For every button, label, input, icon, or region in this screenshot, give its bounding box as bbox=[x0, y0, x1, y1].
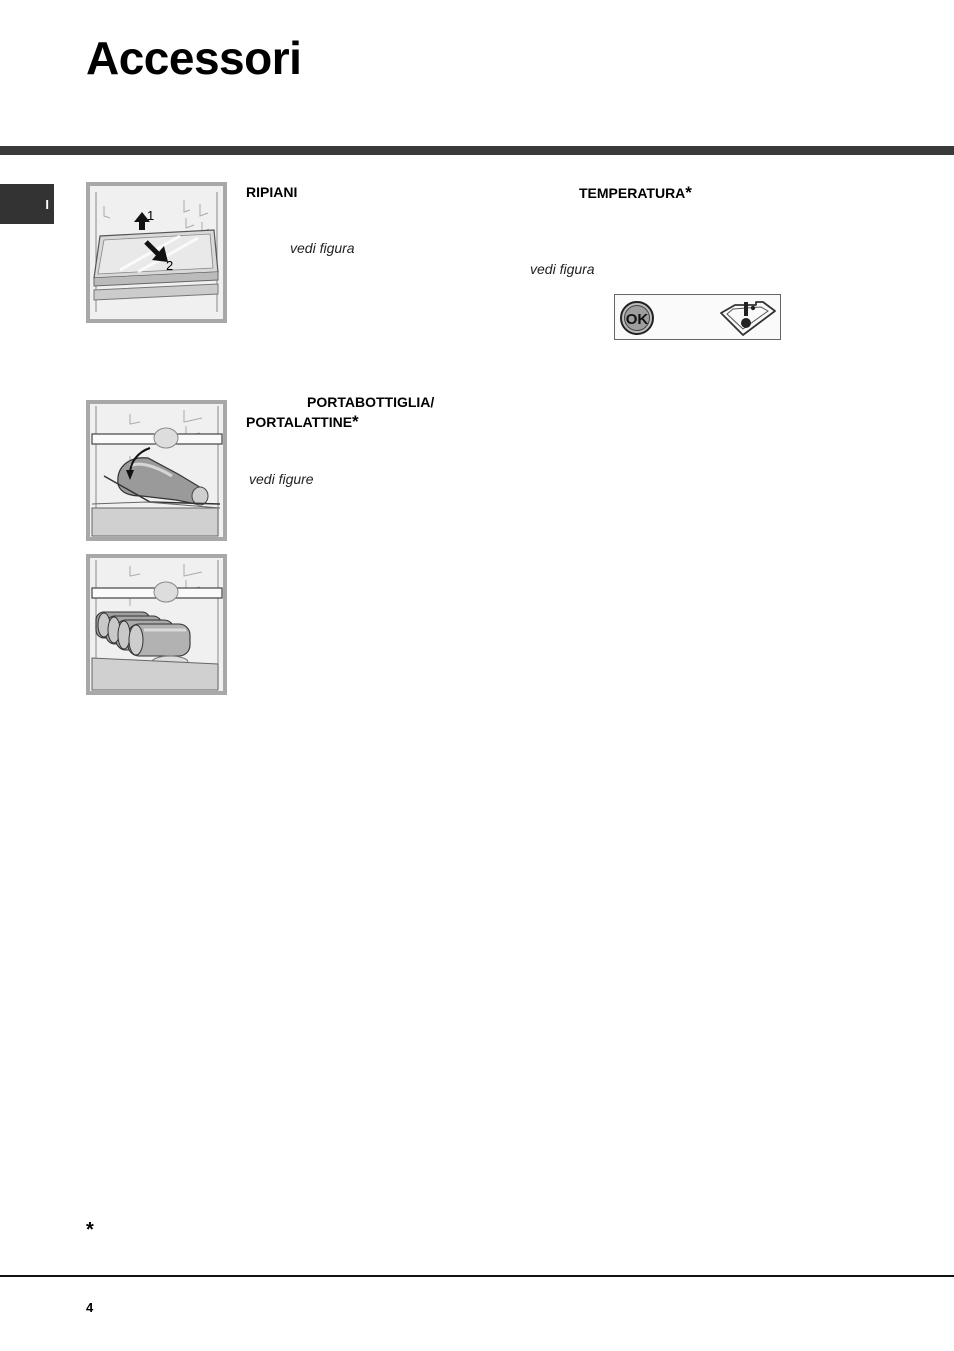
shelf-figure bbox=[86, 182, 227, 323]
language-tab-label: I bbox=[45, 196, 49, 212]
bottle-holder-heading bbox=[246, 393, 434, 432]
can-holder-figure bbox=[86, 554, 227, 695]
footnote-marker: * bbox=[86, 1219, 94, 1241]
footer-rule bbox=[0, 1275, 954, 1277]
header-rule bbox=[0, 146, 954, 155]
can-holder-illustration bbox=[90, 558, 223, 691]
temperature-note: vedi figura bbox=[530, 261, 595, 277]
bottle-holder-heading-line1: PORTABOTTIGLIA/ bbox=[307, 394, 435, 410]
temperature-indicator-icon bbox=[721, 302, 775, 335]
shelf-step-2: 2 bbox=[166, 258, 174, 273]
temperature-heading-text: TEMPERATURA bbox=[579, 185, 686, 201]
shelf-step-1: 1 bbox=[147, 208, 155, 223]
bottle-holder-heading-line2: PORTALATTINE bbox=[246, 414, 353, 430]
bottle-holder-figure bbox=[86, 400, 227, 541]
bottle-holder-footnote-star: * bbox=[352, 412, 359, 431]
temperature-footnote-star: * bbox=[685, 183, 692, 202]
ok-button-label: OK bbox=[625, 311, 649, 328]
bottle-holder-note: vedi figure bbox=[249, 471, 314, 487]
temperature-indicator-panel bbox=[614, 294, 781, 340]
shelf-illustration bbox=[90, 186, 223, 319]
page-title: Accessori bbox=[86, 32, 302, 84]
temperature-indicator-illustration bbox=[615, 295, 780, 339]
shelves-note: vedi figura bbox=[290, 240, 355, 256]
temperature-heading bbox=[579, 183, 692, 203]
language-tab bbox=[0, 184, 54, 224]
page-number: 4 bbox=[86, 1300, 94, 1315]
shelves-heading: RIPIANI bbox=[246, 184, 298, 200]
bottle-holder-illustration bbox=[90, 404, 223, 537]
